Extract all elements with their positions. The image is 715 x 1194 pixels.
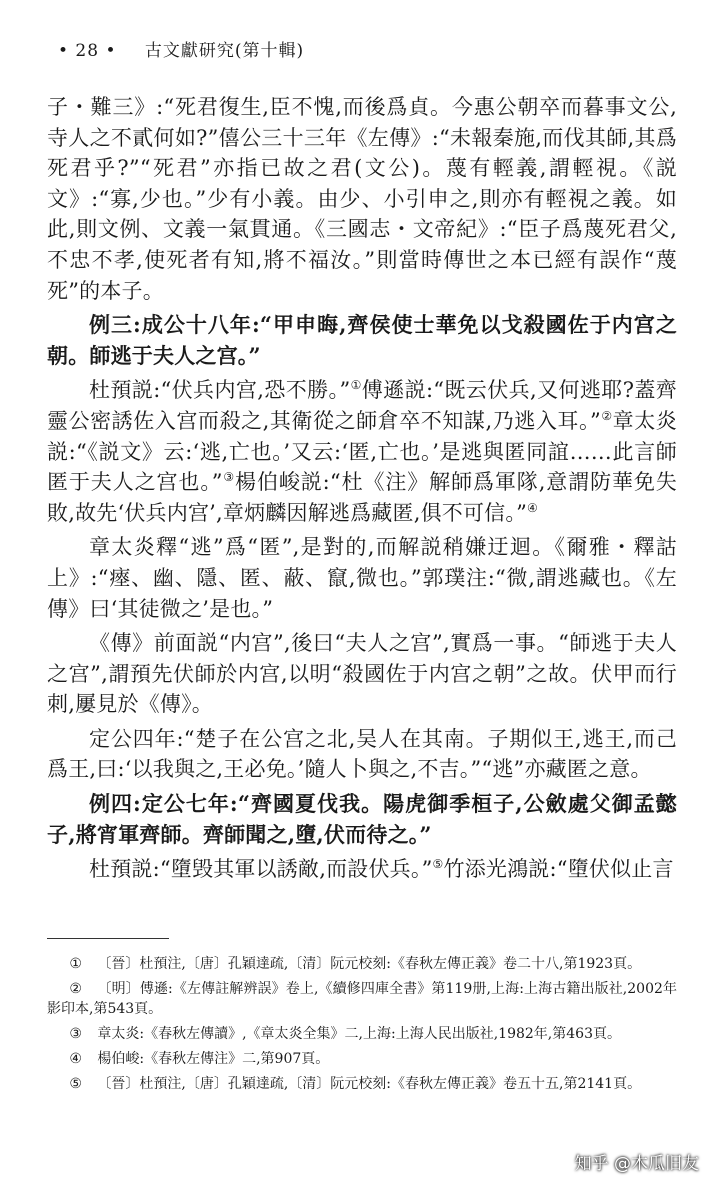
footnote-marker-3: ③ (222, 470, 236, 485)
paragraph-zhang-taiyan-analysis: 章太炎釋“逃”爲“匿”,是對的,而解説稍嫌迂迴。《爾雅・釋詁上》:“瘞、幽、隱、匿、蔽、竄,微也。”郭璞注:“微,謂逃藏也。《左傳》曰‘其徒微之’是也。” (47, 535, 677, 621)
quote-fu-xun: 傅遜説:“既云伏兵,又何逃耶?蓋齊靈公密誘佐入宫而殺之,其衛從之師倉卒不知謀,乃逃入耳。” (47, 378, 677, 433)
quote-du-yu: 杜預説:“伏兵内宫,恐不勝。” (89, 378, 351, 403)
quote-yang-bojun: 楊伯峻説:“杜《注》解師爲軍隊,意謂防華免失敗,故先‘伏兵内宫’,章炳麟因解逃爲藏匿,俱不可信。” (47, 470, 677, 525)
paragraph-du-yu-takezoe (47, 854, 677, 885)
journal-title: 古文獻研究(第十輯) (144, 41, 305, 61)
footnote-2 (47, 979, 677, 1019)
footnote-text: 章太炎:《春秋左傳讀》,《章太炎全集》二,上海:上海人民出版社,1982年,第463頁。 (97, 1026, 621, 1042)
example-3-heading: 例三:成公十八年:“甲申晦,齊侯使士華免以戈殺國佐于内宫之朝。師逃于夫人之宫。” (47, 312, 677, 368)
footnotes (47, 954, 677, 1099)
quote-zhang-taiyan: 章太炎説:“《説文》云:‘逃,亡也。’又云:‘匿,亡也。’是逃與匿同誼……此言師匿于夫人之宫也。” (47, 408, 677, 495)
main-text (47, 92, 677, 885)
footnote-marker-2: ② (600, 408, 613, 423)
footnote-number: ⑤ (69, 1076, 82, 1092)
footnote-1 (47, 954, 677, 974)
paragraph-continuation: 子・難三》:“死君復生,臣不愧,而後爲貞。今惠公朝卒而暮事文公,寺人之不貳何如?”僖公三十三年《左傳》:“未報秦施,而伐其師,其爲死君乎?”“死君”亦指已故之君(文公)。蔑有輕義,謂輕視。《説文》:“寡,少也。”少有小義。由少、小引申之,則亦有輕視之義。如此,則文例、文義一氣貫通。《三國志・文帝紀》:“臣子爲蔑死君父,不忠不孝,使死者有知,將不福汝。”則當時傳世之本已經有誤作“蔑死”的本子。 (47, 95, 677, 303)
footnote-marker-1: ① (350, 378, 362, 393)
footnote-text: 〔明〕傅遜:《左傳註解辨誤》卷上,《續修四庫全書》第119册,上海:上海古籍出版社,2002年影印本,第543頁。 (47, 981, 677, 1017)
quote-du-yu-2: 杜預説:“墮毁其軍以誘敵,而設伏兵。” (89, 857, 433, 882)
paragraph-du-yu-fu-xun-zhang-yang (47, 375, 677, 528)
running-header (58, 36, 304, 61)
paragraph-dinggong-4: 定公四年:“楚子在公宫之北,吴人在其南。子期似王,逃王,而己爲王,曰:‘以我與之,王必免。’隨人卜與之,不吉。”“逃”亦藏匿之意。 (47, 726, 677, 782)
footnote-5 (47, 1074, 677, 1094)
footnote-marker-5: ⑤ (432, 857, 444, 872)
page-number: • 28 • (58, 41, 117, 61)
footnote-number: ③ (69, 1026, 82, 1042)
footnote-number: ① (69, 956, 82, 972)
footnote-number: ② (69, 981, 82, 997)
example-4-heading: 例四:定公七年:“齊國夏伐我。陽虎御季桓子,公斂處父御孟懿子,將宵軍齊師。齊師聞之,墮,伏而待之。” (47, 791, 677, 847)
footnote-text: 〔晉〕杜預注,〔唐〕孔穎達疏,〔清〕阮元校刻:《春秋左傳正義》卷五十五,第2141頁。 (97, 1076, 642, 1092)
footnote-3 (47, 1024, 677, 1044)
footnote-4 (47, 1049, 677, 1069)
footnote-marker-4: ④ (527, 500, 538, 515)
paragraph-zhuan-inner-palace: 《傳》前面説“内宫”,後曰“夫人之宫”,實爲一事。“師逃于夫人之宫”,謂預先伏師於内宫,以明“殺國佐于内宫之朝”之故。伏甲而行刺,屢見於《傳》。 (47, 631, 677, 717)
footnote-text: 楊伯峻:《春秋左傳注》二,第907頁。 (97, 1051, 330, 1067)
footnote-number: ④ (69, 1051, 82, 1067)
quote-takezoe: 竹添光鴻説:“墮伏似止言 (443, 857, 674, 882)
footnote-text: 〔晉〕杜預注,〔唐〕孔穎達疏,〔清〕阮元校刻:《春秋左傳正義》卷二十八,第1923頁。 (97, 956, 642, 972)
footnote-divider (47, 938, 169, 939)
zhihu-watermark: 知乎 @木瓜旧友 (574, 1154, 699, 1174)
